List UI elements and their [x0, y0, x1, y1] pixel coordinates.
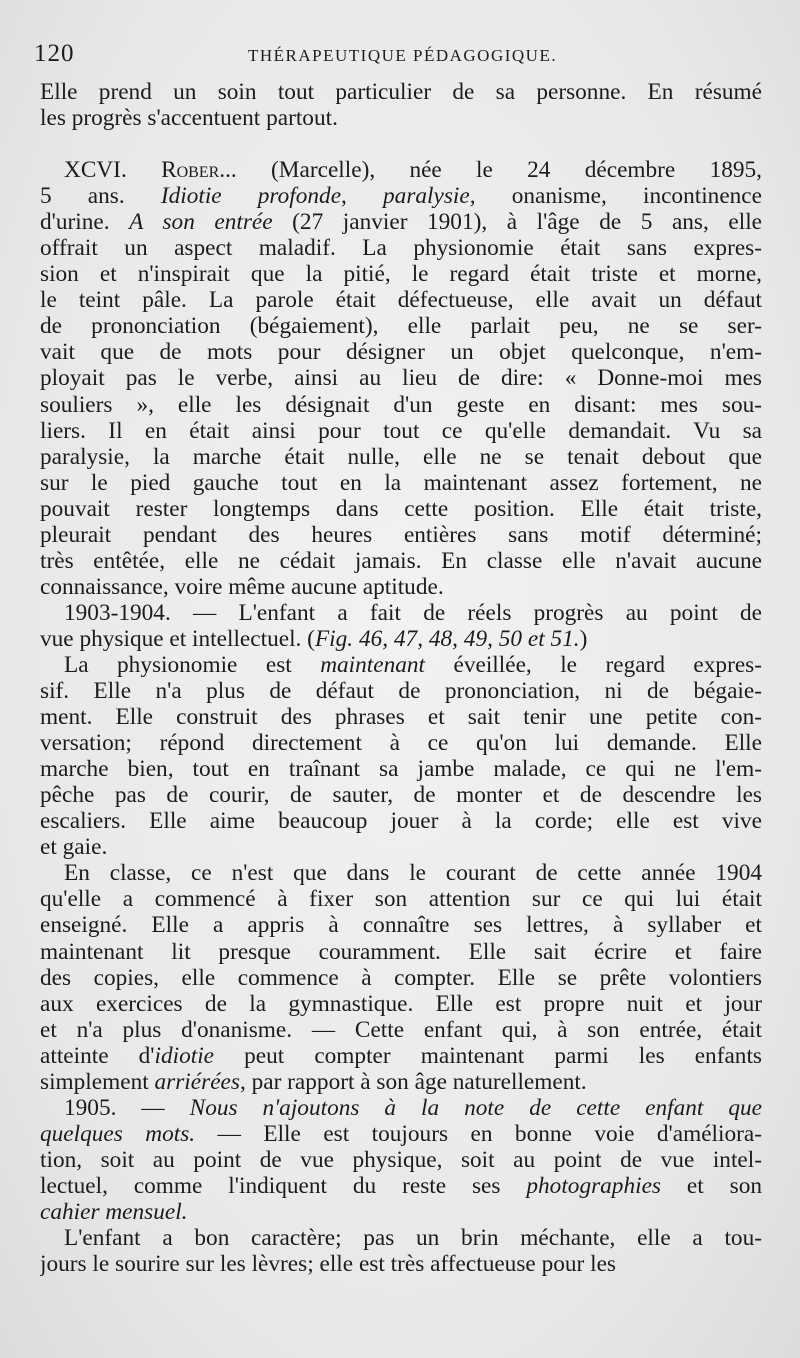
text-line: maintenant lit presque couramment. Elle sait écrire et faire — [40, 938, 762, 965]
text-line: atteinte d'idiotie peut compter maintenant parmi les enfants — [40, 1042, 762, 1069]
text-line: marche bien, tout en traînant sa jambe malade, ce qui ne l'em- — [40, 756, 762, 783]
text-line: vue physique et intellectuel. (Fig. 46, 47, 48, 49, 50 et 51.) — [40, 625, 588, 652]
body-text — [40, 79, 762, 1277]
text-line: L'enfant a bon caractère; pas un brin méchante, elle a tou- — [64, 1225, 762, 1252]
text-line: aux exercices de la gymnastique. Elle est propre nuit et jour — [40, 990, 762, 1017]
text-line: En classe, ce n'est que dans le courant de cette année 1904 — [64, 860, 762, 887]
paragraph — [40, 157, 762, 600]
text-line: quelques mots. — Elle est toujours en bonne voie d'améliora- — [40, 1120, 762, 1147]
text-line: escaliers. Elle aime beaucoup jouer à la corde; elle est vive — [40, 808, 762, 835]
text-line: le teint pâle. La parole était défectueuse, elle avait un défaut — [40, 287, 762, 314]
text-line: sion et n'inspirait que la pitié, le regard était triste et morne, — [40, 261, 762, 288]
paragraph — [40, 79, 762, 131]
text-line: enseigné. Elle a appris à connaître ses lettres, à syllaber et — [40, 912, 762, 939]
text-line: simplement arriérées, par rapport à son âge naturellement. — [40, 1068, 587, 1095]
text-line: versation; répond directement à ce qu'on lui demande. Elle — [40, 730, 762, 757]
text-line: des copies, elle commence à compter. Elle se prête volontiers — [40, 964, 762, 991]
text-line: très entêtée, elle ne cédait jamais. En classe elle n'avait aucune — [40, 547, 762, 574]
paragraph-gap — [40, 131, 762, 157]
text-line: 5 ans. Idiotie profonde, paralysie, onanisme, incontinence — [40, 183, 762, 210]
paragraph — [40, 600, 762, 652]
paragraph — [40, 1225, 762, 1277]
text-line: d'urine. A son entrée (27 janvier 1901), à l'âge de 5 ans, elle — [40, 209, 762, 236]
text-line: sur le pied gauche tout en la maintenant assez fortement, ne — [40, 469, 762, 496]
text-line: et n'a plus d'onanisme. — Cette enfant qui, à son entrée, était — [40, 1016, 762, 1043]
text-line: jours le sourire sur les lèvres; elle est très affectueuse pour les — [40, 1251, 616, 1278]
running-head — [34, 38, 764, 72]
text-line: les progrès s'accentuent partout. — [40, 105, 338, 132]
paragraph — [40, 860, 762, 1094]
text-line: XCVI. Rober... (Marcelle), née le 24 décembre 1895, — [64, 157, 762, 184]
text-line: sif. Elle n'a plus de défaut de prononciation, ni de bégaie- — [40, 678, 762, 705]
text-line: ployait pas le verbe, ainsi au lieu de dire: « Donne-moi mes — [40, 365, 762, 392]
text-line: qu'elle a commencé à fixer son attention sur ce qui lui était — [40, 886, 762, 913]
page-number: 120 — [34, 40, 75, 67]
text-line: cahier mensuel. — [40, 1198, 188, 1225]
text-line: de prononciation (bégaiement), elle parlait peu, ne se ser- — [40, 313, 762, 340]
text-line: 1903-1904. — L'enfant a fait de réels progrès au point de — [64, 599, 762, 626]
text-line: vait que de mots pour désigner un objet quelconque, n'em- — [40, 339, 762, 366]
paragraph — [40, 652, 762, 860]
running-title: THÉRAPEUTIQUE PÉDAGOGIQUE. — [248, 46, 558, 65]
text-line: paralysie, la marche était nulle, elle ne se tenait debout que — [40, 443, 762, 470]
paragraph — [40, 1095, 762, 1225]
text-line: connaissance, voire même aucune aptitude. — [40, 573, 444, 600]
text-line: offrait un aspect maladif. La physionomie était sans expres- — [40, 235, 762, 262]
text-line: ment. Elle construit des phrases et sait tenir une petite con- — [40, 704, 762, 731]
text-line: liers. Il en était ainsi pour tout ce qu'elle demandait. Vu sa — [40, 417, 762, 444]
text-line: 1905. — Nous n'ajoutons à la note de cette enfant que — [64, 1094, 762, 1121]
text-line: Elle prend un soin tout particulier de sa personne. En résumé — [40, 79, 762, 105]
text-line: La physionomie est maintenant éveillée, le regard expres- — [64, 651, 762, 678]
text-line: pleurait pendant des heures entières sans motif déterminé; — [40, 521, 762, 548]
text-line: et gaie. — [40, 834, 108, 861]
text-line: pouvait rester longtemps dans cette position. Elle était triste, — [40, 495, 762, 522]
text-line: tion, soit au point de vue physique, soit au point de vue intel- — [40, 1146, 762, 1173]
text-line: souliers », elle les désignait d'un geste en disant: mes sou- — [40, 391, 762, 418]
text-line: lectuel, comme l'indiquent du reste ses photographies et son — [40, 1172, 762, 1199]
text-line: pêche pas de courir, de sauter, de monter et de descendre les — [40, 782, 762, 809]
